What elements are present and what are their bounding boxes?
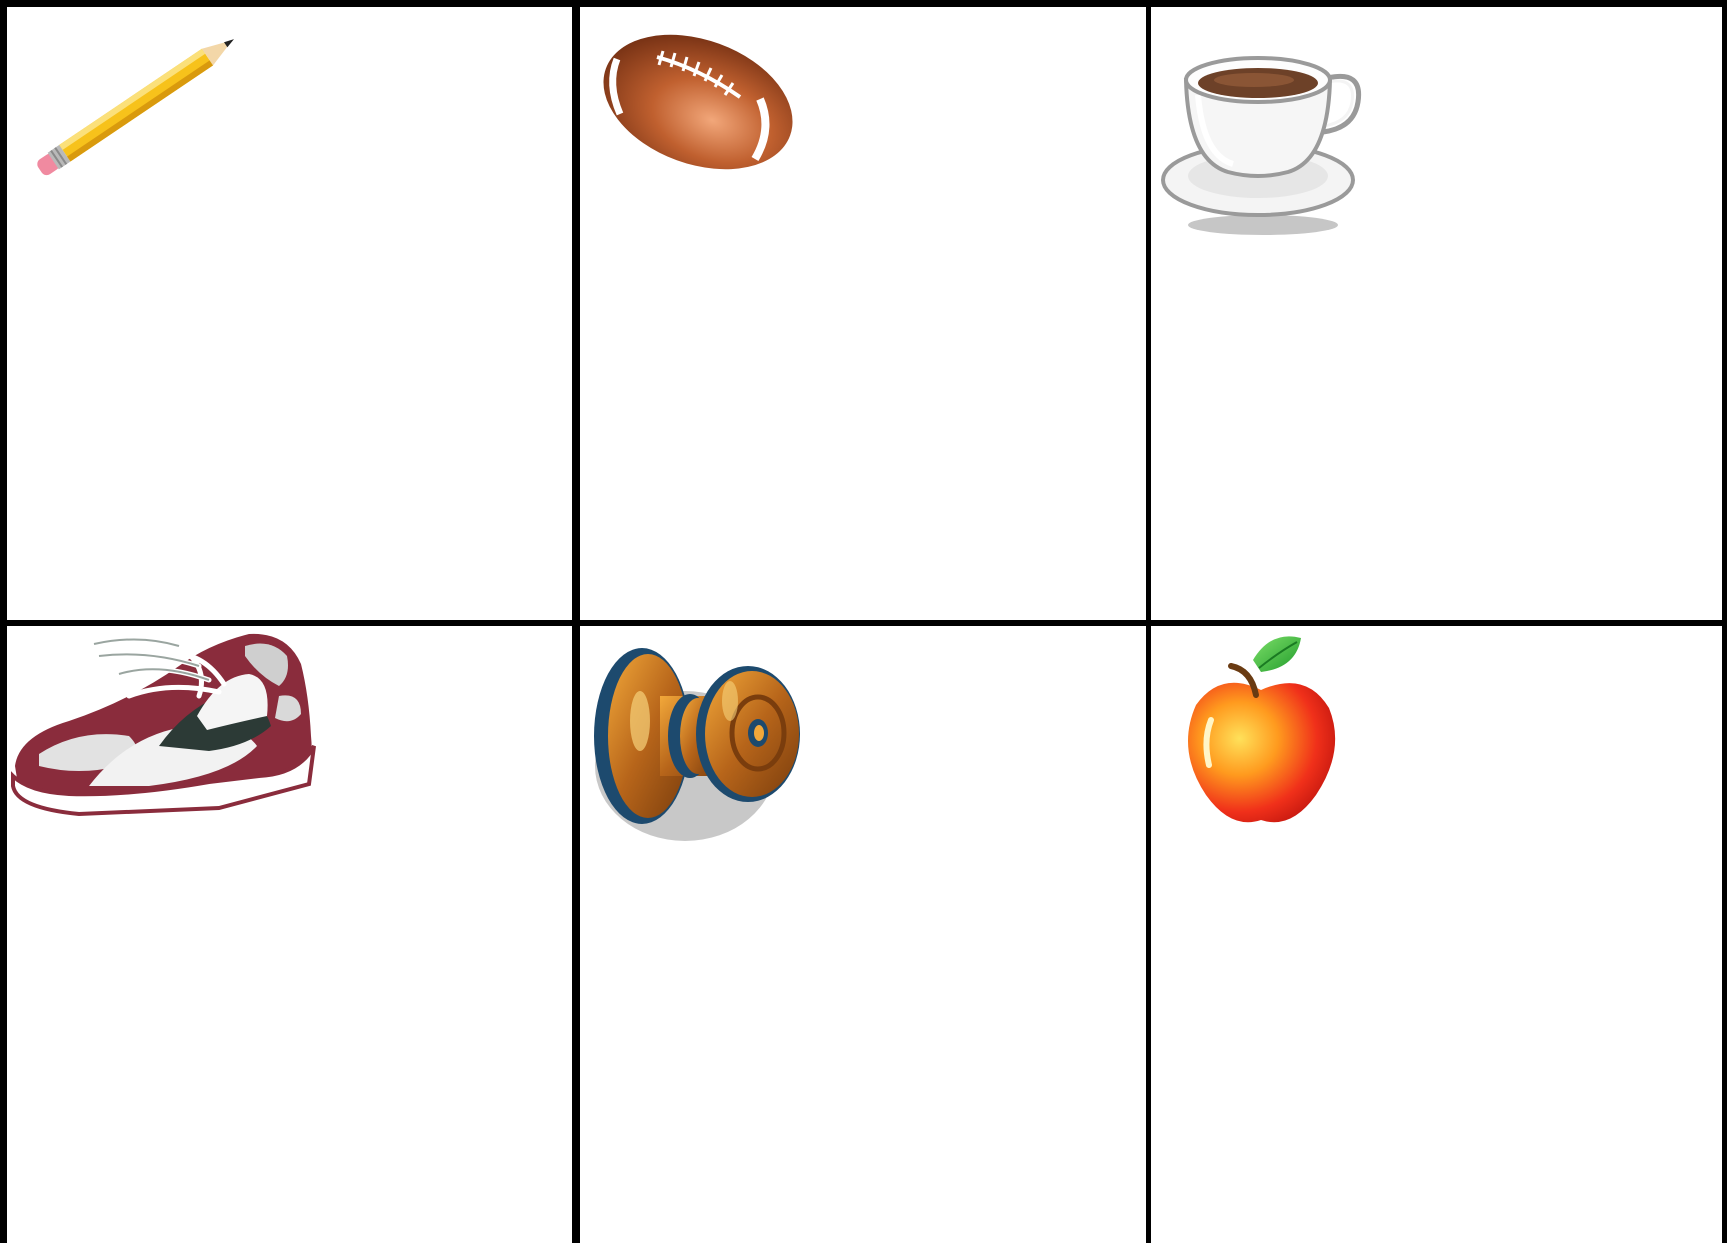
pencil-icon [22,22,252,182]
coffee-cup-icon [1158,40,1368,240]
grid-border-top [0,0,1727,7]
grid-cell-pencil [7,7,572,620]
grid-cell-coffee-cup [1151,7,1722,620]
grid-cell-apple [1151,626,1722,1243]
grid-cell-football [580,7,1146,620]
grid-cell-doorknob [580,626,1146,1243]
sneaker-icon [9,626,329,856]
grid-cell-sneaker [7,626,572,1243]
football-icon [595,29,805,179]
apple-icon [1181,630,1351,835]
doorknob-icon [590,641,810,851]
